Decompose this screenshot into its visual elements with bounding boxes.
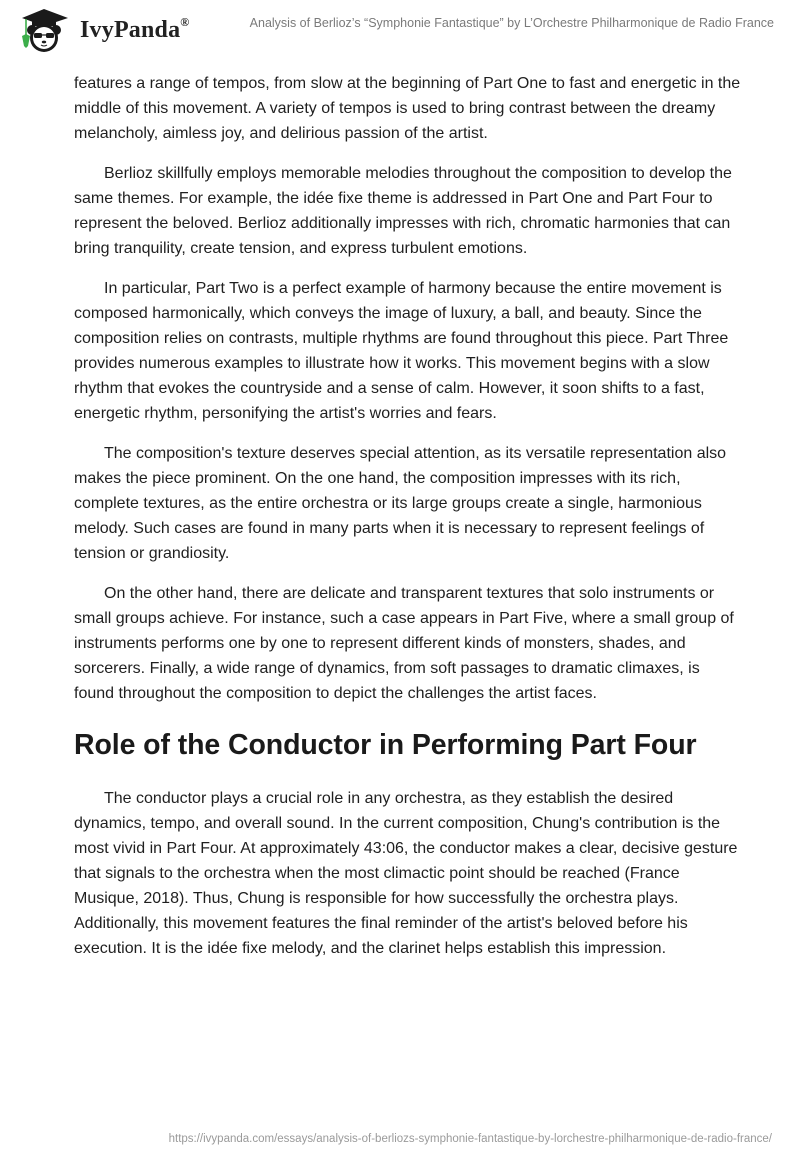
page-header xyxy=(0,0,800,60)
logo-text: IvyPanda® xyxy=(80,14,190,43)
ivypanda-logo[interactable] xyxy=(14,6,189,54)
paragraph-melodies: Berlioz skillfully employs memorable melodies throughout the composition to develop the same themes. For example, the idée fixe theme is addressed in Part One and Part Four to represent the beloved. Berlioz additionally impresses with rich, chromatic harmonies that can bring tranquility, create tension, and express turbulent emotions. xyxy=(74,165,732,257)
essay-body xyxy=(74,71,744,976)
paragraph-harmony-rhythm: In particular, Part Two is a perfect example of harmony because the entire movement is composed harmonically, which conveys the image of luxury, a ball, and beauty. Since the composition relies on contrasts, multiple rhythms are found throughout this piece. Part Three provides numerous examples to illustrate how it works. This movement begins with a slow rhythm that evokes the countryside and a sense of calm. However, it soon shifts to a fast, energetic rhythm, personifying the artist's worries and fears. xyxy=(74,280,729,422)
section-heading: Role of the Conductor in Performing Part Four xyxy=(74,729,697,761)
panda-graduate-icon xyxy=(14,6,74,54)
source-url-link[interactable]: https://ivypanda.com/essays/analysis-of-berliozs-symphonie-fantastique-by-lorchestre-philharmonique-de-radio-france/ xyxy=(168,1133,772,1145)
paragraph-texture: The composition's texture deserves special attention, as its versatile representation also makes the piece prominent. On the one hand, the composition impresses with its rich, complete textures, as the entire orchestra or its large groups create a single, harmonious melody. Such cases are found in many parts when it is necessary to represent feelings of tension or grandiosity. xyxy=(74,445,727,562)
paragraph-continued: features a range of tempos, from slow at the beginning of Part One to fast and energetic in the middle of this movement. A variety of tempos is used to bring contrast between the dreamy melancholy, aimless joy, and delirious passion of the artist. xyxy=(74,75,741,142)
document-title: Analysis of Berlioz’s “Symphonie Fantastique” by L’Orchestre Philharmonique de Radio France xyxy=(249,16,774,30)
paragraph-delicate-textures: On the other hand, there are delicate and transparent textures that solo instruments or small groups achieve. For instance, such a case appears in Part Five, where a small group of instruments performs one by one to represent different kinds of monsters, shades, and sorcerers. Finally, a wide range of dynamics, from soft passages to dramatic climaxes, is found throughout the composition to depict the challenges the artist faces. xyxy=(74,585,734,702)
paragraph-conductor-role: The conductor plays a crucial role in any orchestra, as they establish the desired dynamics, tempo, and overall sound. In the current composition, Chung's contribution is the most vivid in Part Four. At approximately 43:06, the conductor makes a clear, decisive gesture that signals to the orchestra when the most climactic point should be reached (France Musique, 2018). Thus, Chung is responsible for how successfully the orchestra plays. Additionally, this movement features the final reminder of the artist's beloved before his execution. It is the idée fixe melody, and the clarinet helps establish this impression. xyxy=(74,790,738,957)
